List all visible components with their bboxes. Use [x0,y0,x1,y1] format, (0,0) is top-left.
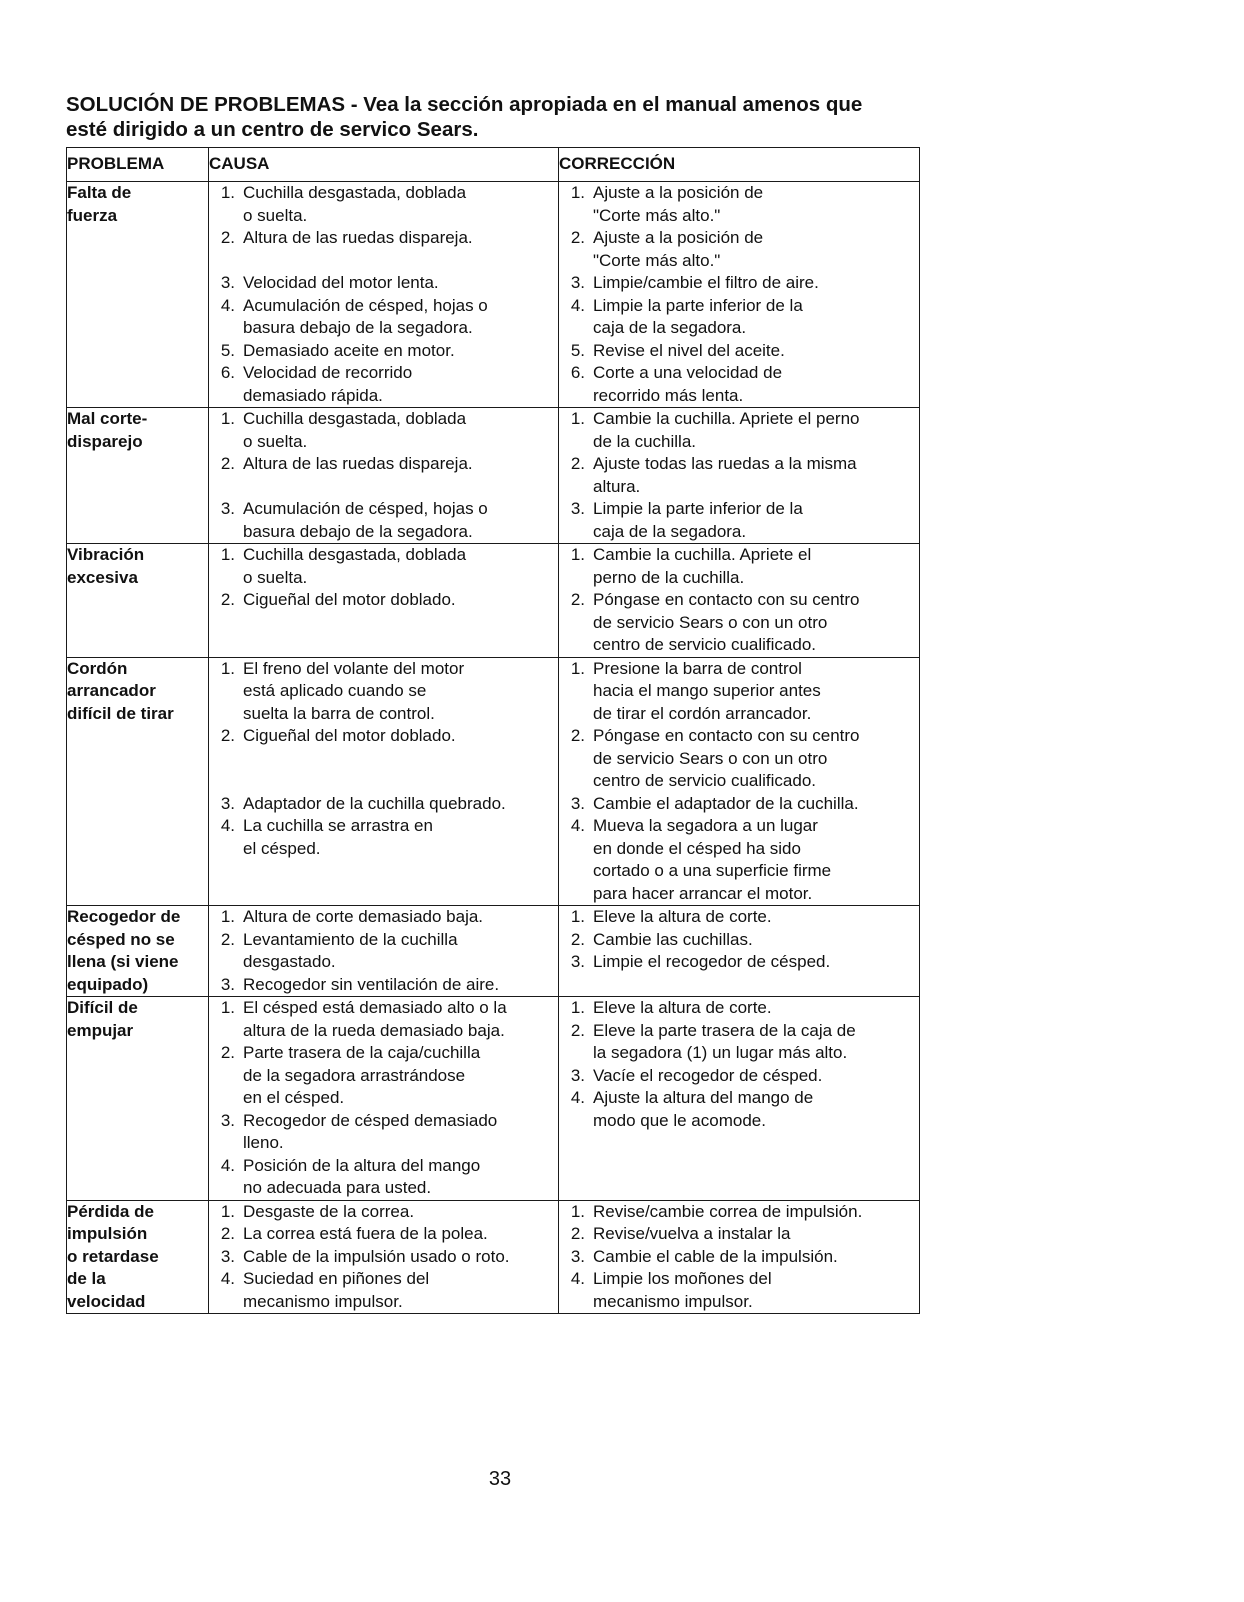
correccion-item [559,1268,919,1313]
correccion-item [559,793,919,816]
causa-item [209,182,558,227]
table-row [67,1200,920,1314]
causa-item [209,295,558,340]
correccion-item [559,1020,919,1065]
item-text: Corte a una velocidad de recorrido más lenta. [593,363,783,405]
problem-cell: Difícil de empujar [67,997,209,1201]
item-text: Cuchilla desgastada, doblada o suelta. [243,409,467,451]
item-number: 4. [220,295,235,315]
item-text: Parte trasera de la caja/cuchilla de la segadora arrastrándose en el césped. [243,1043,481,1107]
causa-cell [209,657,559,906]
item-number: 1. [220,183,235,202]
correccion-item [559,408,919,453]
item-text: Limpie los moñones del mecanismo impulsor. [593,1269,772,1311]
item-number: 2. [220,1043,235,1062]
title-line-2: esté dirigido a un centro de servico Sears. [66,118,479,141]
item-text: Suciedad en piñones del mecanismo impulsor. [243,1269,430,1311]
item-number: 1. [220,998,235,1017]
causa-item [209,793,558,816]
item-text: Presione la barra de control hacia el mango superior antes de tirar el cordón arrancador. [593,658,821,723]
item-number: 2. [220,454,235,473]
item-number: 1. [220,545,235,564]
table-row [67,408,920,544]
causa-item [209,725,558,748]
item-number: 1. [570,1201,585,1221]
item-text: Limpie la parte inferior de la caja de la segadora. [593,295,803,337]
causa-cell [209,544,559,658]
causa-cell [209,997,559,1201]
item-text: Demasiado aceite en motor. [243,340,455,360]
item-number: 2. [570,454,585,473]
item-number: 3. [220,499,235,518]
item-text: Cambie las cuchillas. [593,929,753,949]
item-text: El césped está demasiado alto o la altura de la rueda demasiado baja. [243,998,507,1040]
item-text: Limpie/cambie el filtro de aire. [593,273,819,292]
item-number: 3. [570,793,585,813]
item-text: Cigueñal del motor doblado. [243,726,456,745]
item-number: 4. [220,1155,235,1175]
causa-cell [209,182,559,408]
item-text: Adaptador de la cuchilla quebrado. [243,793,506,813]
item-number: 3. [220,1246,235,1266]
problem-cell: Recogedor de césped no se llena (si viene equipado) [67,906,209,997]
table-row [67,997,920,1201]
causa-item [209,906,558,929]
causa-cell [209,1200,559,1314]
item-text: Cuchilla desgastada, doblada o suelta. [243,545,467,587]
item-number: 6. [220,363,235,382]
causa-item [209,1155,558,1200]
correccion-item [559,1087,919,1132]
causa-item [209,1042,558,1110]
causa-item [209,408,558,453]
causa-item [209,929,558,974]
problem-cell: Pérdida de impulsión o retardase de la velocidad [67,1200,209,1314]
item-number: 4. [570,295,585,315]
causa-item [209,453,558,476]
causa-item [209,1110,558,1155]
correccion-item [559,589,919,657]
item-text: Limpie la parte inferior de la caja de la segadora. [593,499,803,541]
item-number: 4. [570,816,585,835]
problem-cell: Vibración excesiva [67,544,209,658]
item-text: Velocidad del motor lenta. [243,273,439,292]
causa-item [209,589,558,612]
correccion-item [559,951,919,974]
causa-cell [209,906,559,997]
item-text: Altura de las ruedas dispareja. [243,228,473,247]
item-number: 5. [220,340,235,360]
item-text: Póngase en contacto con su centro de servicio Sears o con un otro centro de servicio cualificado. [593,726,860,790]
causa-item [209,1268,558,1313]
correccion-item [559,906,919,929]
correccion-cell [559,657,920,906]
table-row [67,182,920,408]
item-number: 4. [570,1269,585,1288]
item-number: 4. [570,1088,585,1107]
item-number: 3. [570,952,585,971]
correccion-cell [559,544,920,658]
causa-item [209,1246,558,1269]
item-text: Cambie el adaptador de la cuchilla. [593,793,859,813]
item-number: 1. [220,907,235,926]
item-number: 1. [570,658,585,678]
item-text: Recogedor de césped demasiado lleno. [243,1110,498,1152]
page-number: 33 [488,1468,512,1490]
title-line-1: SOLUCIÓN DE PROBLEMAS - Vea la sección apropiada en el manual amenos que [66,93,863,116]
item-text: Eleve la altura de corte. [593,907,772,926]
item-text: Levantamiento de la cuchilla desgastado. [243,929,458,971]
item-text: Mueva la segadora a un lugar en donde el césped ha sido cortado o a una superficie firme para hacer arrancar el motor. [593,816,832,903]
troubleshooting-table [66,147,920,1314]
correccion-item [559,544,919,589]
item-text: Posición de la altura del mango no adecuada para usted. [243,1155,481,1197]
item-number: 2. [220,1224,235,1243]
correccion-cell [559,1200,920,1314]
problem-cell: Cordón arrancador difícil de tirar [67,657,209,906]
header-causa: CAUSA [209,148,559,182]
correccion-item [559,929,919,952]
correccion-item [559,815,919,905]
item-number: 3. [220,1110,235,1130]
item-number: 2. [570,590,585,609]
correccion-item [559,453,919,498]
item-text: Revise/cambie correa de impulsión. [593,1201,863,1221]
item-number: 2. [570,228,585,247]
correccion-item [559,182,919,227]
item-number: 2. [220,228,235,247]
causa-item [209,498,558,543]
problem-cell: Mal corte- disparejo [67,408,209,544]
item-number: 2. [220,726,235,745]
correccion-item [559,997,919,1020]
item-text: Limpie el recogedor de césped. [593,952,831,971]
item-text: Acumulación de césped, hojas o basura debajo de la segadora. [243,499,488,541]
item-number: 3. [570,499,585,518]
item-text: Cuchilla desgastada, doblada o suelta. [243,183,467,225]
item-number: 3. [220,793,235,813]
item-text: Revise el nivel del aceite. [593,340,785,360]
correccion-item [559,498,919,543]
item-number: 2. [220,590,235,609]
causa-item [209,658,558,726]
item-number: 3. [570,1246,585,1266]
item-text: Recogedor sin ventilación de aire. [243,974,500,994]
item-text: La cuchilla se arrastra en el césped. [243,816,433,858]
correccion-cell [559,182,920,408]
causa-cell [209,408,559,544]
item-text: Cambie la cuchilla. Apriete el perno de la cuchilla. [593,409,860,451]
correccion-item [559,340,919,363]
correccion-item [559,658,919,726]
item-text: Acumulación de césped, hojas o basura debajo de la segadora. [243,295,488,337]
item-text: Ajuste a la posición de "Corte más alto." [593,228,764,270]
item-number: 1. [570,183,585,202]
item-number: 1. [570,998,585,1017]
correccion-item [559,1223,919,1246]
item-text: Altura de corte demasiado baja. [243,907,484,926]
causa-item [209,1223,558,1246]
item-number: 4. [220,1269,235,1288]
causa-item [209,544,558,589]
causa-item [209,340,558,363]
correccion-item [559,1246,919,1269]
causa-item [209,974,558,997]
correccion-item [559,1201,919,1224]
item-number: 6. [570,363,585,382]
item-text: Ajuste a la posición de "Corte más alto." [593,183,764,225]
page-title [66,92,936,142]
item-text: Ajuste todas las ruedas a la misma altura. [593,454,857,496]
correccion-item [559,272,919,295]
item-text: Cable de la impulsión usado o roto. [243,1246,510,1266]
correccion-cell [559,997,920,1201]
correccion-item [559,362,919,407]
header-row [67,148,920,182]
causa-item [209,1201,558,1224]
causa-item [209,997,558,1042]
item-text: El freno del volante del motor está aplicado cuando se suelta la barra de control. [243,658,465,723]
item-text: Cambie el cable de la impulsión. [593,1246,838,1266]
item-number: 5. [570,340,585,360]
table-row [67,544,920,658]
causa-item [209,362,558,407]
item-number: 3. [220,273,235,292]
item-text: Velocidad de recorrido demasiado rápida. [243,363,413,405]
table-row [67,657,920,906]
item-text: Eleve la altura de corte. [593,998,772,1017]
correccion-item [559,227,919,272]
item-text: Póngase en contacto con su centro de servicio Sears o con un otro centro de servicio cualificado. [593,590,860,654]
item-text: La correa está fuera de la polea. [243,1224,488,1243]
item-number: 1. [570,907,585,926]
item-number: 3. [220,974,235,994]
item-text: Desgaste de la correa. [243,1201,415,1221]
item-number: 3. [570,273,585,292]
correccion-item [559,725,919,793]
causa-item [209,815,558,860]
item-text: Ajuste la altura del mango de modo que le acomode. [593,1088,814,1130]
item-text: Altura de las ruedas dispareja. [243,454,473,473]
item-number: 2. [570,1224,585,1243]
item-number: 2. [570,929,585,949]
problem-cell: Falta de fuerza [67,182,209,408]
item-number: 1. [220,1201,235,1221]
item-number: 2. [220,929,235,949]
item-number: 3. [570,1065,585,1085]
causa-item [209,227,558,250]
item-text: Cambie la cuchilla. Apriete el perno de la cuchilla. [593,545,812,587]
correccion-item [559,1065,919,1088]
item-number: 2. [570,1020,585,1040]
item-number: 4. [220,816,235,835]
item-number: 1. [220,658,235,678]
item-number: 1. [570,409,585,428]
item-number: 1. [220,409,235,428]
header-correccion: CORRECCIÓN [559,148,920,182]
item-number: 2. [570,726,585,745]
item-text: Revise/vuelva a instalar la [593,1224,791,1243]
item-number: 1. [570,545,585,564]
item-text: Eleve la parte trasera de la caja de la segadora (1) un lugar más alto. [593,1020,856,1062]
item-text: Vacíe el recogedor de césped. [593,1065,823,1085]
correccion-cell [559,906,920,997]
correccion-cell [559,408,920,544]
causa-item [209,272,558,295]
correccion-item [559,295,919,340]
table-row [67,906,920,997]
header-problema: PROBLEMA [67,148,209,182]
item-text: Cigueñal del motor doblado. [243,590,456,609]
